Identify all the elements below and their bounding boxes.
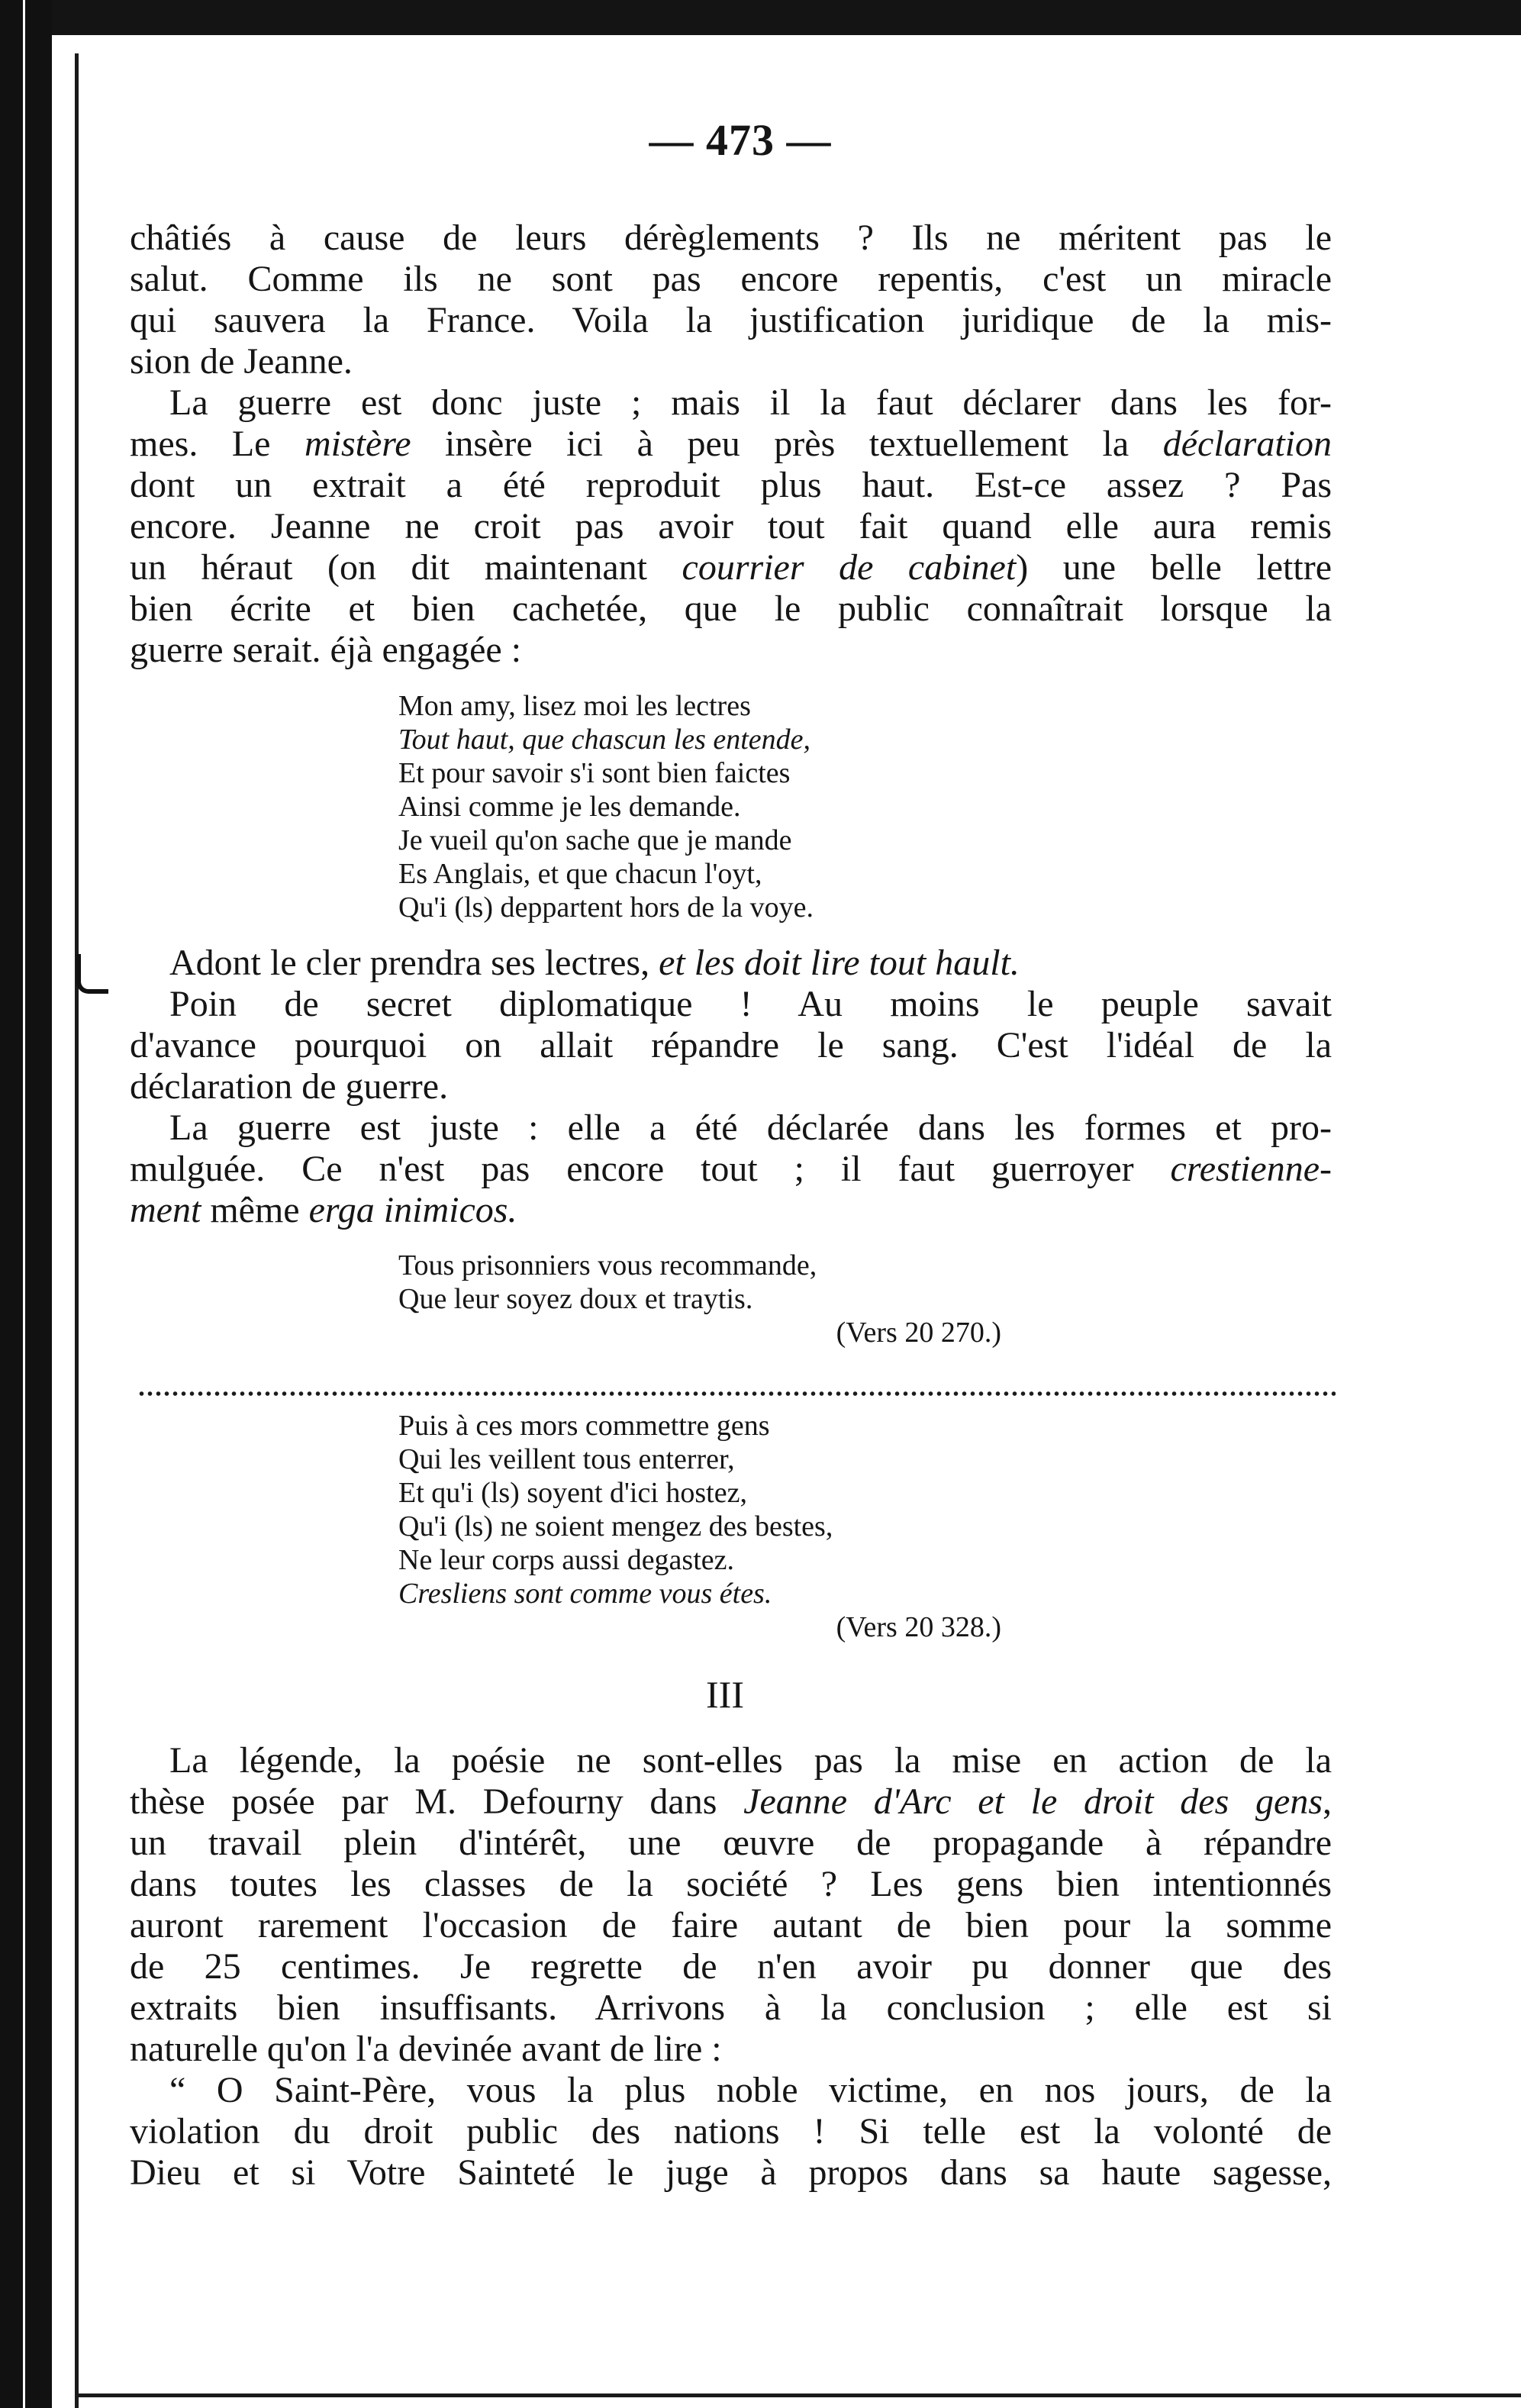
text-line: La guerre est juste : elle a été déclarée dans les formes et pro-	[169, 1107, 1332, 1148]
text-line: Poin de secret diplomatique ! Au moins le peuple savait	[169, 984, 1332, 1024]
text-line: un travail plein d'intérêt, une œuvre de propagande à répandre	[130, 1823, 1332, 1863]
page-left-rule	[75, 53, 79, 2408]
paragraph-1	[130, 218, 1332, 382]
text-line: salut. Comme ils ne sont pas encore repentis, c'est un miracle	[130, 259, 1332, 299]
text-line: dans toutes les classes de la société ? Les gens bien intentionnés	[130, 1864, 1332, 1904]
verse-quote-1	[398, 689, 1085, 924]
text-line: dont un extrait a été reproduit plus haut. Est-ce assez ? Pas	[130, 465, 1332, 505]
text-line: d'avance pourquoi on allait répandre le sang. C'est l'idéal de la	[130, 1025, 1332, 1065]
text-line: La légende, la poésie ne sont-elles pas la mise en action de la	[169, 1740, 1332, 1781]
verse-quote-2	[398, 1249, 1085, 1349]
verse-line: Tout haut, que chascun les entende,	[398, 724, 811, 756]
verse-line: Je vueil qu'on sache que je mande	[398, 824, 792, 856]
scan-top-border	[0, 0, 1521, 35]
ellipsis-rule	[137, 1391, 1336, 1397]
verse-line: Cresliens sont comme vous étes.	[398, 1578, 772, 1610]
paragraph-2	[130, 382, 1332, 671]
text-line: bien écrite et bien cachetée, que le public connaîtrait lorsque la	[130, 588, 1332, 629]
scan-binding-gap	[23, 0, 25, 2408]
paragraph-7	[130, 2070, 1332, 2194]
text-line: Dieu et si Votre Sainteté le juge à propos dans sa haute sagesse,	[130, 2152, 1332, 2193]
text-line: naturelle qu'on l'a devinée avant de lire :	[130, 2029, 722, 2069]
verse-line: Qu'i (ls) deppartent hors de la voye.	[398, 891, 814, 924]
page-bottom-rule	[75, 2393, 1521, 2397]
section-heading: III	[706, 1673, 744, 1716]
verse-line: Qu'i (ls) ne soient mengez des bestes,	[398, 1510, 833, 1542]
verse-line: Et qu'i (ls) soyent d'ici hostez,	[398, 1477, 747, 1509]
text-line: Adont le cler prendra ses lectres, et les doit lire tout hault.	[169, 943, 1020, 983]
text-line: mulguée. Ce n'est pas encore tout ; il faut guerroyer crestienne-	[130, 1149, 1332, 1189]
text-line: mes. Le mistère insère ici à peu près textuellement la déclaration	[130, 424, 1332, 464]
verse-line: Tous prisonniers vous recommande,	[398, 1249, 817, 1281]
verse-line: Qui les veillent tous enterrer,	[398, 1443, 735, 1475]
verse-line: Ne leur corps aussi degastez.	[398, 1544, 735, 1576]
text-line: guerre serait. éjà engagée :	[130, 630, 522, 670]
text-line: extraits bien insuffisants. Arrivons à la conclusion ; elle est si	[130, 1987, 1332, 2028]
verse-line: Es Anglais, et que chacun l'oyt,	[398, 858, 762, 890]
verse-line: Mon amy, lisez moi les lectres	[398, 690, 751, 722]
text-line: un héraut (on dit maintenant courrier de cabinet) une belle lettre	[130, 547, 1332, 588]
margin-mark	[76, 954, 108, 994]
scan-binding-edge	[0, 0, 52, 2408]
text-line: de 25 centimes. Je regrette de n'en avoir pu donner que des	[130, 1946, 1332, 1987]
text-line: “ O Saint-Père, vous la plus noble victime, en nos jours, de la	[169, 2070, 1332, 2110]
text-line: sion de Jeanne.	[130, 341, 353, 382]
paragraph-6	[130, 1740, 1332, 2070]
verse-line: Puis à ces mors commettre gens	[398, 1410, 770, 1442]
page-number: — 473 —	[649, 115, 832, 165]
verse-reference: (Vers 20 328.)	[836, 1611, 1001, 1643]
verse-quote-3	[398, 1409, 1085, 1644]
paragraph-5	[130, 1107, 1332, 1231]
paragraph-4	[130, 984, 1332, 1107]
text-line: châtiés à cause de leurs dérèglements ? Ils ne méritent pas le	[130, 218, 1332, 258]
text-line: thèse posée par M. Defourny dans Jeanne d'Arc et le droit des gens,	[130, 1781, 1332, 1822]
verse-line: Ainsi comme je les demande.	[398, 791, 741, 823]
text-line: déclaration de guerre.	[130, 1066, 449, 1107]
verse-line: Que leur soyez doux et traytis.	[398, 1283, 753, 1315]
text-line: La guerre est donc juste ; mais il la faut déclarer dans les for-	[169, 382, 1332, 423]
verse-reference: (Vers 20 270.)	[836, 1317, 1001, 1349]
text-line: qui sauvera la France. Voila la justification juridique de la mis-	[130, 300, 1332, 340]
paragraph-3	[130, 943, 1332, 984]
text-line: auront rarement l'occasion de faire autant de bien pour la somme	[130, 1905, 1332, 1945]
text-line: violation du droit public des nations ! Si telle est la volonté de	[130, 2111, 1332, 2152]
verse-line: Et pour savoir s'i sont bien faictes	[398, 757, 791, 789]
text-line: ment même erga inimicos.	[130, 1190, 517, 1230]
text-line: encore. Jeanne ne croit pas avoir tout fait quand elle aura remis	[130, 506, 1332, 546]
